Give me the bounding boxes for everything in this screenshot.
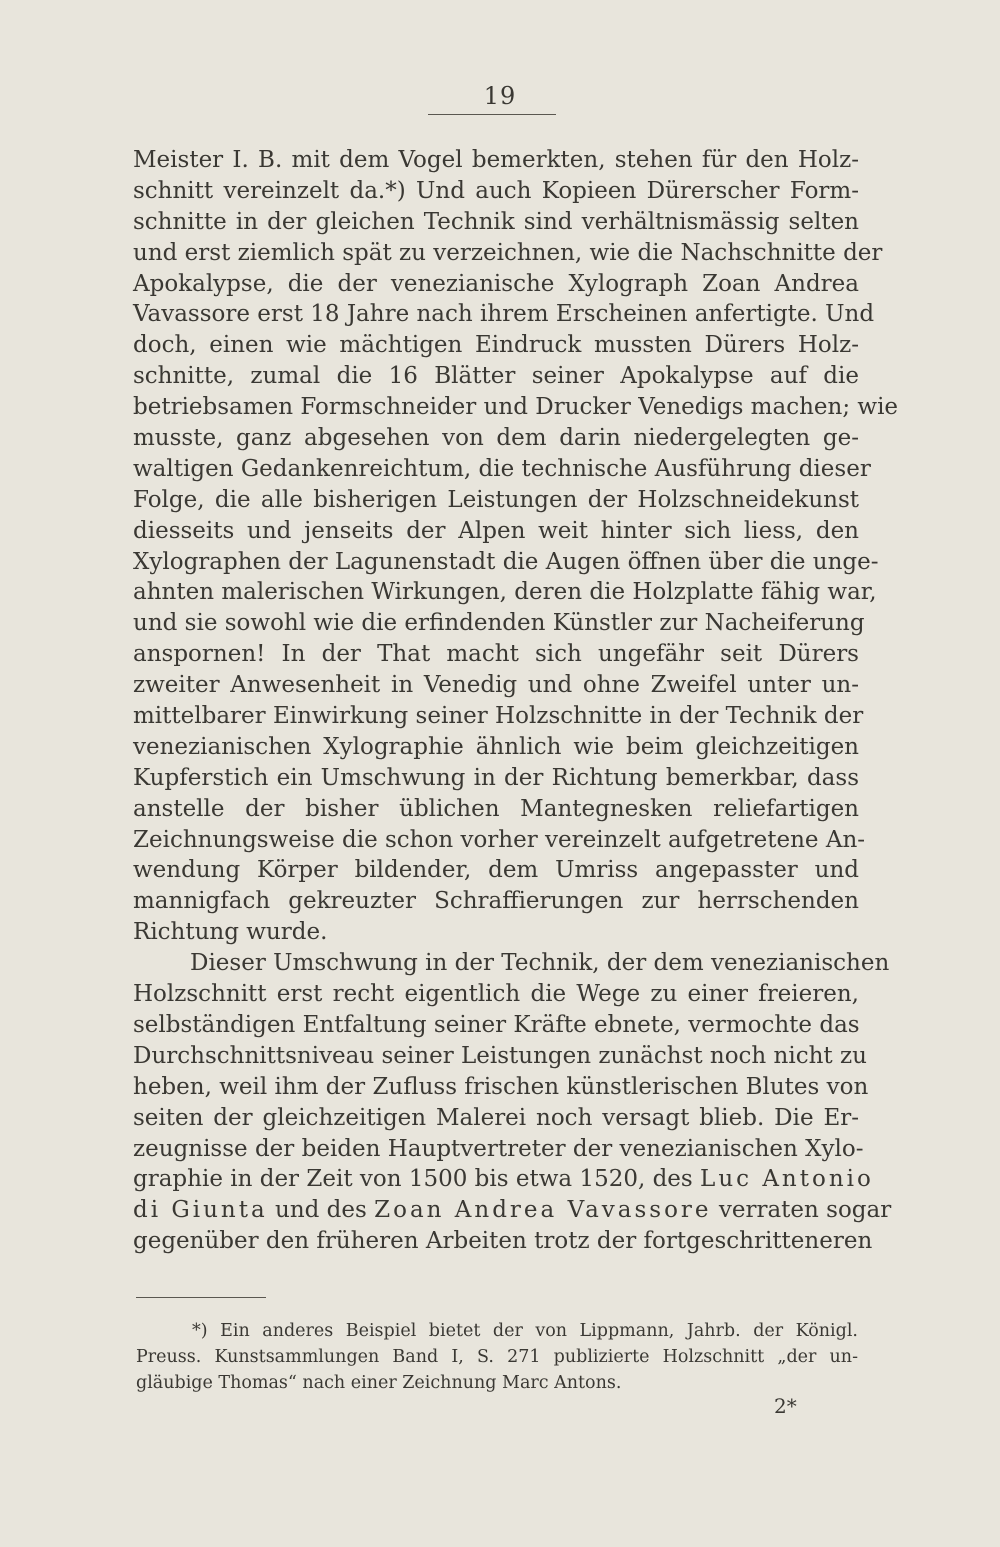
text-line: Holzschnitt erst recht eigentlich die Wege zu einer freieren, bbox=[133, 981, 859, 1008]
body-text bbox=[133, 145, 899, 1257]
text-line: Meister I. B. mit dem Vogel bemerkten, stehen für den Holz- bbox=[133, 147, 859, 173]
text-line: anspornen! In der That macht sich ungefähr seit Dürers bbox=[133, 641, 859, 668]
name-di-giunta: di Giunta bbox=[133, 1197, 268, 1224]
footnote bbox=[136, 1318, 858, 1396]
text-line: wendung Körper bildender, dem Umriss angepasster und bbox=[133, 857, 859, 884]
footnote-line: gläubige Thomas“ nach einer Zeichnung Marc Antons. bbox=[136, 1373, 622, 1393]
text-line: betriebsamen Formschneider und Drucker Venedigs machen; wie bbox=[133, 394, 899, 421]
header-rule bbox=[428, 114, 556, 115]
text-line bbox=[133, 1164, 874, 1195]
text-line bbox=[133, 1195, 892, 1226]
name-zoan-andrea-vavassore: Zoan Andrea Vavassore bbox=[374, 1197, 712, 1224]
signature-mark: 2* bbox=[774, 1394, 797, 1418]
text-segment: und des bbox=[267, 1197, 375, 1224]
text-line: anstelle der bisher üblichen Mantegnesken reliefartigen bbox=[133, 795, 859, 822]
text-line: und sie sowohl wie die erfindenden Künstler zur Nacheiferung bbox=[133, 610, 865, 637]
text-line: diesseits und jenseits der Alpen weit hinter sich liess, den bbox=[133, 517, 859, 544]
text-line: doch, einen wie mächtigen Eindruck mussten Dürers Holz- bbox=[133, 332, 859, 359]
footnote-rule bbox=[136, 1297, 266, 1298]
text-line: Apokalypse, die der venezianische Xylograph Zoan Andrea bbox=[133, 270, 859, 297]
text-line: Durchschnittsniveau seiner Leistungen zunächst noch nicht zu bbox=[133, 1042, 867, 1069]
text-line: mannigfach gekreuzter Schraffierungen zur herrschenden bbox=[133, 888, 859, 915]
text-line: Dieser Umschwung in der Technik, der dem venezianischen bbox=[190, 950, 890, 977]
text-line: heben, weil ihm der Zufluss frischen künstlerischen Blutes von bbox=[133, 1073, 869, 1100]
page-number: 19 bbox=[483, 82, 517, 110]
text-line: ahnten malerischen Wirkungen, deren die Holzplatte fähig war, bbox=[133, 579, 877, 606]
name-luc-antonio: Luc Antonio bbox=[700, 1166, 874, 1193]
text-line: zweiter Anwesenheit in Venedig und ohne Zweifel unter un- bbox=[133, 672, 859, 699]
text-line: schnitte in der gleichen Technik sind verhältnismässig selten bbox=[133, 208, 859, 235]
footnote-line: Preuss. Kunstsammlungen Band I, S. 271 publizierte Holzschnitt „der un- bbox=[136, 1347, 858, 1367]
footnote-line: *) Ein anderes Beispiel bietet der von Lippmann, Jahrb. der Königl. bbox=[192, 1321, 858, 1341]
text-segment: verraten sogar bbox=[711, 1197, 892, 1224]
text-line: und erst ziemlich spät zu verzeichnen, wie die Nachschnitte der bbox=[133, 239, 883, 266]
text-line: waltigen Gedankenreichtum, die technische Ausführung dieser bbox=[133, 455, 871, 482]
text-line: venezianischen Xylographie ähnlich wie beim gleichzeitigen bbox=[133, 733, 859, 760]
text-segment: graphie in der Zeit von 1500 bis etwa 1520, des bbox=[133, 1166, 701, 1193]
text-line: Folge, die alle bisherigen Leistungen der Holzschneidekunst bbox=[133, 486, 859, 513]
text-line: Richtung wurde. bbox=[133, 919, 328, 946]
text-line: schnitt vereinzelt da.*) Und auch Kopieen Dürerscher Form- bbox=[133, 177, 859, 204]
text-line: selbständigen Entfaltung seiner Kräfte ebnete, vermochte das bbox=[133, 1011, 860, 1038]
text-line: mittelbarer Einwirkung seiner Holzschnitte in der Technik der bbox=[133, 703, 864, 730]
text-line: gegenüber den früheren Arbeiten trotz der fortgeschritteneren bbox=[133, 1228, 873, 1255]
text-line: musste, ganz abgesehen von dem darin niedergelegten ge- bbox=[133, 425, 859, 452]
text-line: Vavassore erst 18 Jahre nach ihrem Erscheinen anfertigte. Und bbox=[133, 301, 875, 328]
text-line: Kupferstich ein Umschwung in der Richtung bemerkbar, dass bbox=[133, 764, 859, 791]
text-line: zeugnisse der beiden Hauptvertreter der venezianischen Xylo- bbox=[133, 1135, 864, 1162]
text-line: seiten der gleichzeitigen Malerei noch versagt blieb. Die Er- bbox=[133, 1104, 859, 1131]
text-line: Xylographen der Lagunenstadt die Augen öffnen über die unge- bbox=[133, 548, 879, 575]
text-line: schnitte, zumal die 16 Blätter seiner Apokalypse auf die bbox=[133, 363, 859, 390]
text-line: Zeichnungsweise die schon vorher vereinzelt aufgetretene An- bbox=[133, 826, 866, 853]
